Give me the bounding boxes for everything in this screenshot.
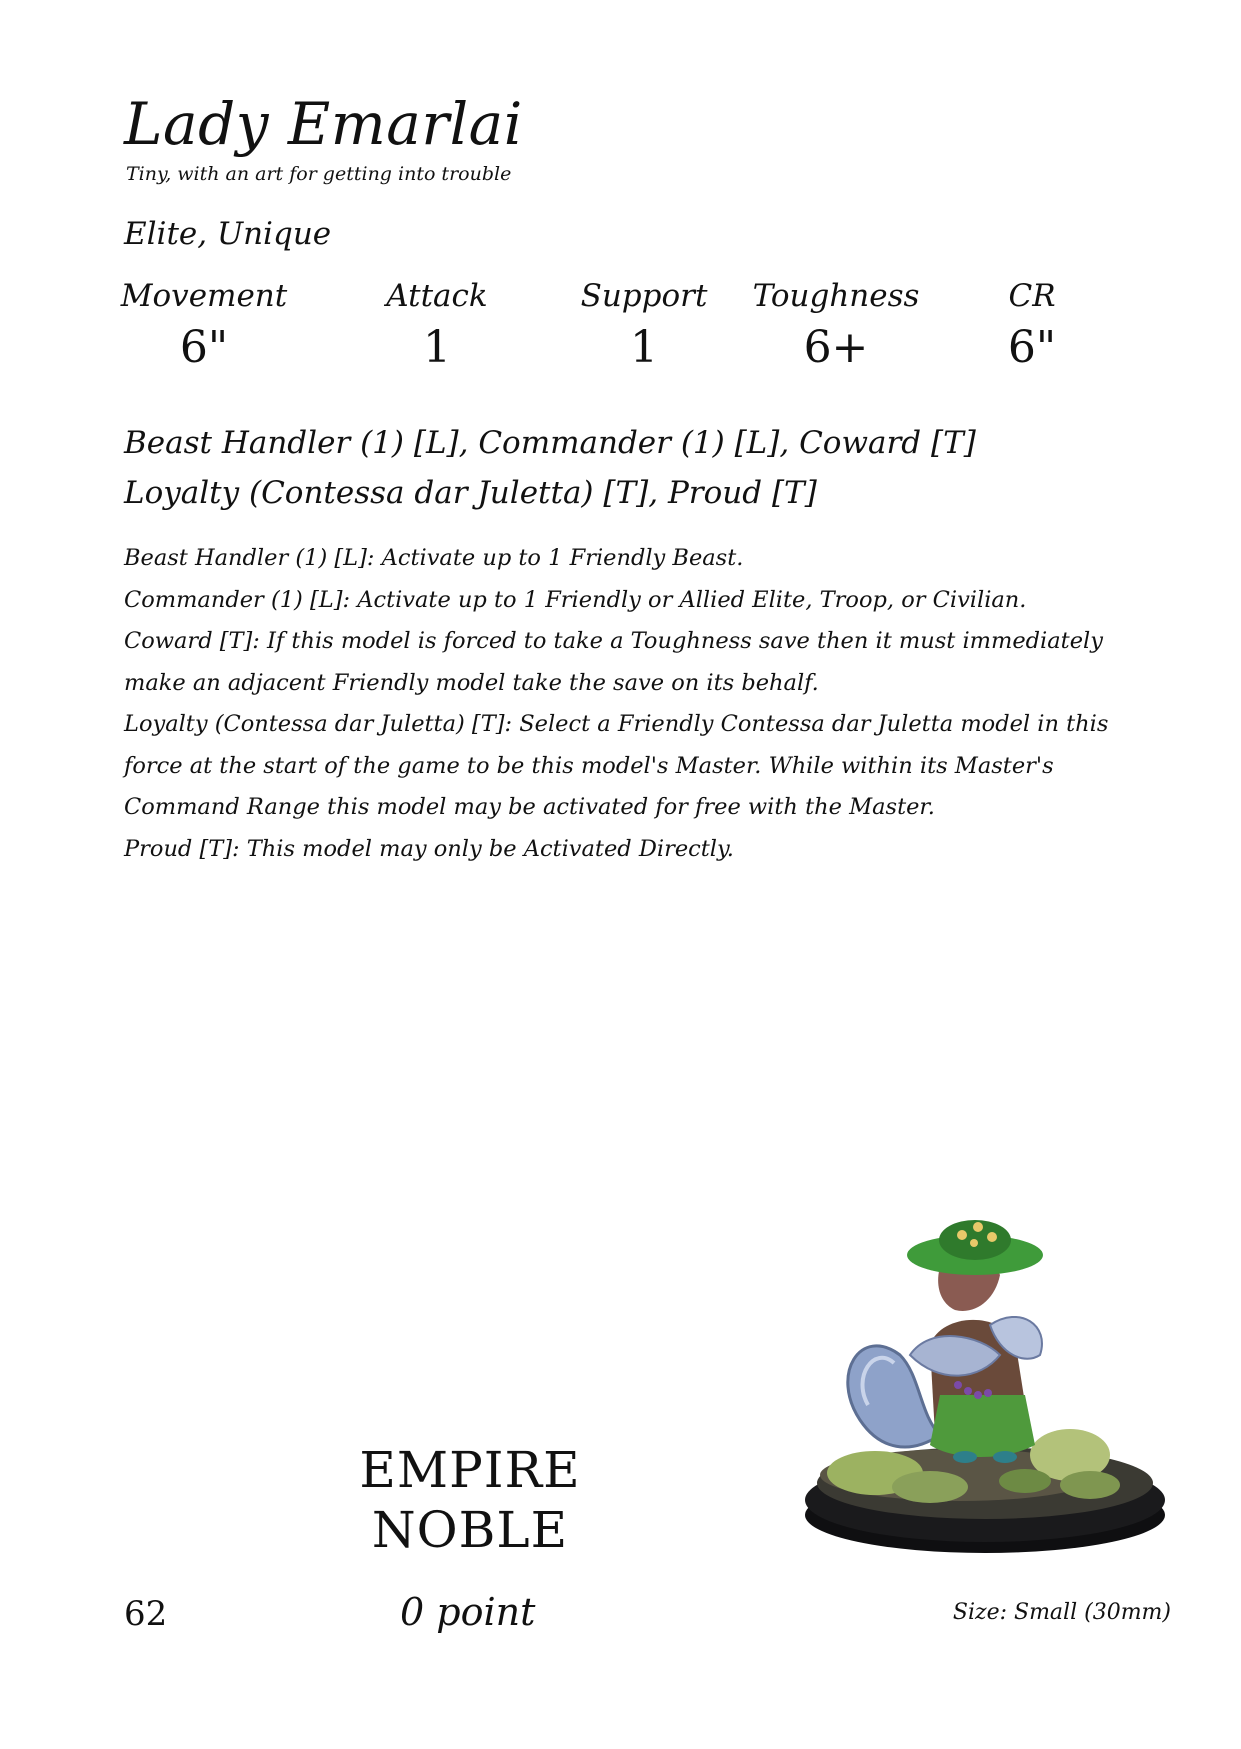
miniature-photo: [790, 1205, 1180, 1565]
rule-proud: Proud [T]: This model may only be Activated Directly.: [124, 835, 734, 862]
ability-list: [124, 418, 1104, 518]
stat-label: Toughness: [752, 278, 920, 314]
stat-command-range: [962, 276, 1102, 376]
unit-keywords: Elite, Unique: [124, 216, 332, 252]
stat-toughness: [736, 276, 936, 376]
stat-label: CR: [1008, 278, 1056, 314]
faction-line: NOBLE: [371, 1501, 569, 1559]
stat-line: [120, 276, 1120, 396]
ability-line: Beast Handler (1) [L], Commander (1) [L], Coward [T]: [124, 425, 976, 461]
unit-flavor-text: Tiny, with an art for getting into trouble: [126, 163, 512, 185]
stat-movement: [104, 276, 304, 376]
stat-label: Movement: [120, 278, 288, 314]
stat-label: Attack: [386, 278, 488, 314]
faction-label: [320, 1440, 620, 1560]
unit-name: Lady Emarlai: [124, 90, 523, 158]
rule-commander: Commander (1) [L]: Activate up to 1 Friendly or Allied Elite, Troop, or Civilian.: [124, 586, 1027, 613]
rule-loyalty: Loyalty (Contessa dar Juletta) [T]: Select a Friendly Contessa dar Juletta model in this force at the start of the game to be this model's Master. While within its Master's Command Range this model may be activated for free with the Master.: [124, 711, 1109, 820]
stat-value: 6": [1007, 322, 1057, 373]
stat-value: 6+: [803, 322, 869, 373]
stat-value: 6": [179, 322, 229, 373]
ability-line: Loyalty (Contessa dar Juletta) [T], Proud [T]: [124, 475, 817, 511]
stat-value: 1: [423, 322, 451, 373]
faction-line: EMPIRE: [359, 1441, 581, 1499]
stat-label: Support: [580, 278, 708, 314]
stat-support: [544, 276, 744, 376]
stat-attack: [337, 276, 537, 376]
rule-beast-handler: Beast Handler (1) [L]: Activate up to 1 Friendly Beast.: [124, 545, 744, 571]
point-cost: 0 point: [400, 1590, 536, 1634]
page-number: 62: [124, 1594, 168, 1634]
rule-coward: Coward [T]: If this model is forced to take a Toughness save then it must immediately make an adjacent Friendly model take the save on its behalf.: [124, 628, 1103, 696]
base-size: Size: Small (30mm): [952, 1600, 1171, 1625]
rules-text: [124, 538, 1114, 870]
stat-value: 1: [630, 322, 658, 373]
